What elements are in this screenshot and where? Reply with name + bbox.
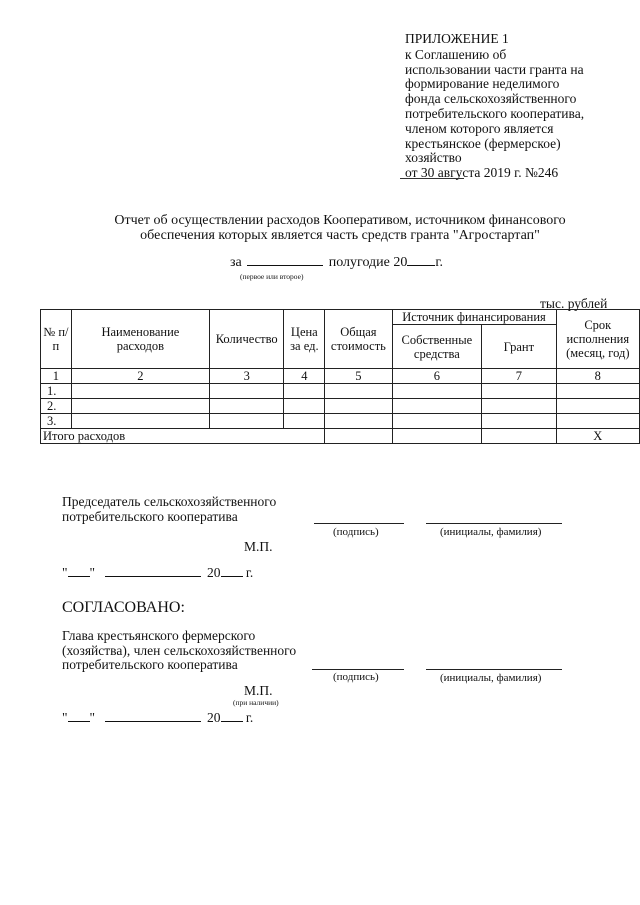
head-line1: Глава крестьянского фермерского bbox=[62, 628, 256, 643]
appendix-date-line: от 30 августа 2019 г. №246 bbox=[405, 165, 559, 181]
cell-term[interactable] bbox=[556, 399, 639, 414]
row-number: 2. bbox=[41, 399, 72, 414]
cell-name[interactable] bbox=[71, 384, 209, 399]
head-line3: потребительского кооператива bbox=[62, 657, 238, 672]
cell-own[interactable] bbox=[392, 384, 482, 399]
cell-grant[interactable] bbox=[482, 429, 556, 444]
year-suffix: г. bbox=[245, 710, 254, 725]
period-hint: (первое или второе) bbox=[240, 272, 304, 281]
name-hint: (инициалы, фамилия) bbox=[440, 526, 542, 538]
col-number: 1 bbox=[41, 369, 72, 384]
cell-grant[interactable] bbox=[482, 414, 556, 429]
stamp-label: М.П. bbox=[244, 539, 273, 554]
header-num: № п/п bbox=[41, 310, 72, 369]
day-blank[interactable] bbox=[68, 576, 90, 577]
signature-line[interactable] bbox=[312, 669, 404, 670]
row-number: 3. bbox=[41, 414, 72, 429]
header-own: Собственные средства bbox=[392, 325, 482, 369]
period-blank[interactable] bbox=[247, 265, 323, 266]
cell-grant[interactable] bbox=[482, 384, 556, 399]
col-number: 7 bbox=[482, 369, 556, 384]
cell-total[interactable] bbox=[325, 414, 392, 429]
month-blank[interactable] bbox=[105, 721, 201, 722]
cell-price[interactable] bbox=[284, 384, 325, 399]
col-number: 6 bbox=[392, 369, 482, 384]
report-title-line1: Отчет об осуществлении расходов Кооперативом, источником финансового bbox=[114, 213, 566, 228]
day-blank[interactable] bbox=[68, 721, 90, 722]
period-prefix: за bbox=[230, 255, 242, 270]
table-row bbox=[41, 414, 640, 429]
total-row bbox=[41, 429, 640, 444]
col-number: 3 bbox=[209, 369, 283, 384]
quote-open: " bbox=[62, 565, 68, 580]
header-qty: Количество bbox=[209, 310, 283, 369]
cell-price[interactable] bbox=[284, 399, 325, 414]
period-suffix: г. bbox=[435, 255, 444, 270]
period-middle: полугодие 20 bbox=[328, 255, 408, 270]
row-number: 1. bbox=[41, 384, 72, 399]
quote-close: " bbox=[89, 565, 96, 580]
header-name: Наименование расходов bbox=[71, 310, 209, 369]
cell-price[interactable] bbox=[284, 414, 325, 429]
cell-term[interactable] bbox=[556, 384, 639, 399]
col-number: 4 bbox=[284, 369, 325, 384]
report-title-line2: обеспечения которых является часть средств гранта "Агростартап" bbox=[140, 228, 540, 243]
chairman-line2: потребительского кооператива bbox=[62, 508, 238, 524]
cell-qty[interactable] bbox=[209, 414, 283, 429]
cell-term[interactable] bbox=[556, 414, 639, 429]
appendix-line: хозяйство bbox=[405, 150, 462, 166]
appendix-heading: ПРИЛОЖЕНИЕ 1 bbox=[405, 31, 509, 46]
cell-own[interactable] bbox=[392, 414, 482, 429]
cell-total[interactable] bbox=[325, 384, 392, 399]
table-row bbox=[41, 384, 640, 399]
name-line[interactable] bbox=[426, 669, 562, 670]
appendix-line: крестьянское (фермерское) bbox=[405, 135, 561, 151]
cell-name[interactable] bbox=[71, 414, 209, 429]
cell-own[interactable] bbox=[392, 399, 482, 414]
signature-hint: (подпись) bbox=[333, 526, 379, 538]
year-blank[interactable] bbox=[221, 721, 243, 722]
head-line2: (хозяйства), член сельскохозяйственного bbox=[62, 642, 297, 658]
name-hint: (инициалы, фамилия) bbox=[440, 672, 542, 684]
year-prefix: 20 bbox=[207, 565, 221, 580]
date-line bbox=[62, 710, 253, 726]
col-number: 2 bbox=[71, 369, 209, 384]
header-grant: Грант bbox=[482, 325, 556, 369]
header-term: Срок исполнения (месяц, год) bbox=[556, 310, 639, 369]
report-title bbox=[40, 213, 640, 243]
chairman-title bbox=[62, 495, 276, 524]
appendix-line: потребительского кооператива, bbox=[405, 105, 585, 121]
month-blank[interactable] bbox=[105, 576, 201, 577]
cell-qty[interactable] bbox=[209, 384, 283, 399]
cell-grant[interactable] bbox=[482, 399, 556, 414]
appendix-header bbox=[405, 32, 635, 181]
year-prefix: 20 bbox=[207, 710, 221, 725]
divider bbox=[400, 178, 464, 179]
cell-qty[interactable] bbox=[209, 399, 283, 414]
chairman-line1: Председатель сельскохозяйственного bbox=[62, 494, 277, 509]
header-total: Общая стоимость bbox=[325, 310, 392, 369]
appendix-line: членом которого является bbox=[405, 120, 554, 136]
header-source: Источник финансирования bbox=[392, 310, 556, 325]
date-line bbox=[62, 565, 253, 581]
name-line[interactable] bbox=[426, 523, 562, 524]
stamp-label: М.П. bbox=[244, 683, 273, 698]
year-blank[interactable] bbox=[407, 265, 435, 266]
cell-total[interactable] bbox=[325, 429, 392, 444]
cell-name[interactable] bbox=[71, 399, 209, 414]
head-title bbox=[62, 629, 296, 673]
units-label: тыс. рублей bbox=[540, 296, 608, 311]
table-row bbox=[41, 399, 640, 414]
appendix-line: использовании части гранта на bbox=[405, 61, 584, 77]
appendix-line: фонда сельскохозяйственного bbox=[405, 91, 577, 107]
quote-open: " bbox=[62, 710, 68, 725]
signature-line[interactable] bbox=[314, 523, 404, 524]
stamp-hint: (при наличии) bbox=[233, 698, 279, 707]
appendix-line: к Соглашению об bbox=[405, 46, 507, 62]
agreed-heading: СОГЛАСОВАНО: bbox=[62, 599, 185, 616]
year-suffix: г. bbox=[245, 565, 254, 580]
total-label: Итого расходов bbox=[41, 429, 325, 444]
period-line bbox=[230, 255, 443, 271]
header-price: Цена за ед. bbox=[284, 310, 325, 369]
year-blank[interactable] bbox=[221, 576, 243, 577]
total-term: Х bbox=[556, 429, 639, 444]
quote-close: " bbox=[89, 710, 96, 725]
expense-table bbox=[40, 309, 640, 444]
cell-own[interactable] bbox=[392, 429, 482, 444]
col-number: 8 bbox=[556, 369, 639, 384]
signature-hint: (подпись) bbox=[333, 671, 379, 683]
appendix-line: формирование неделимого bbox=[405, 76, 560, 92]
cell-total[interactable] bbox=[325, 399, 392, 414]
col-number: 5 bbox=[325, 369, 392, 384]
